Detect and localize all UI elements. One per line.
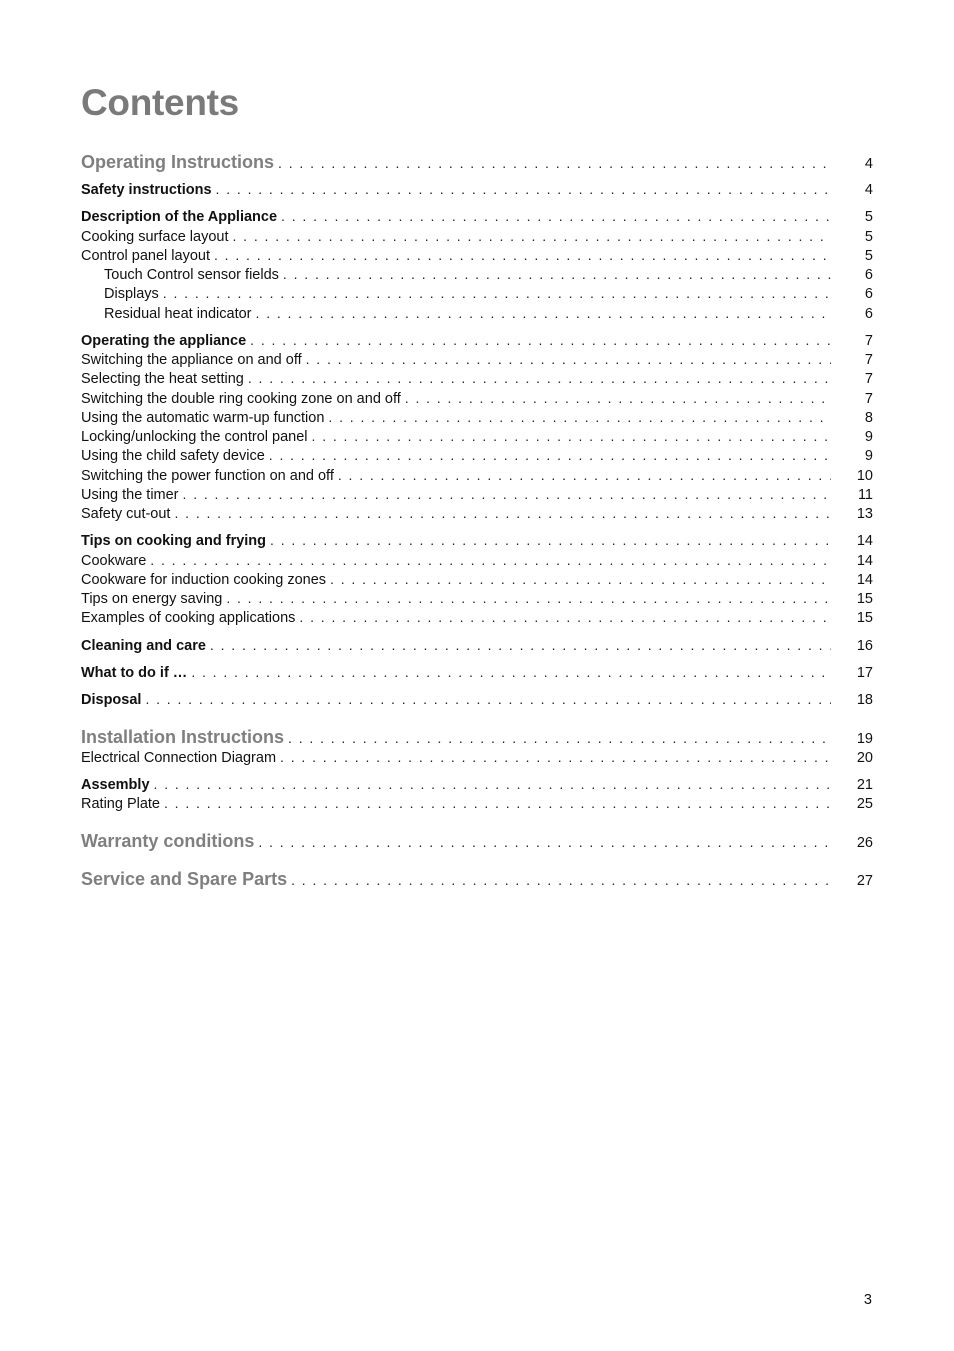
toc-entry [81,407,873,427]
toc-entry-page: 5 [864,229,873,245]
toc-entry [81,368,873,388]
toc-entry-page: 14 [856,553,873,569]
toc-entry-page: 6 [864,267,873,283]
toc-dot-leader [174,503,831,523]
toc-entry [81,303,873,323]
toc-entry [81,662,873,682]
toc-entry [81,530,873,550]
toc-dot-leader [256,303,831,323]
toc-entry [81,264,873,284]
toc-entry-title: Safety cut-out [81,506,171,522]
toc-entry-title: Tips on energy saving [81,591,223,607]
toc-entry-title: Residual heat indicator [104,306,252,322]
toc-dot-leader [281,206,831,226]
toc-entry-title: Safety instructions [81,182,212,198]
toc-entry-title: Using the automatic warm-up function [81,410,325,426]
toc-entry-title: Cookware [81,553,147,569]
toc-entry-title: Electrical Connection Diagram [81,750,277,766]
toc-dot-leader [330,569,831,589]
toc-entry-page: 7 [864,391,873,407]
toc-entry-title: Assembly [81,777,150,793]
toc-entry-title: Cookware for induction cooking zones [81,572,327,588]
toc-dot-leader [258,830,831,854]
toc-dot-leader [216,179,831,199]
toc-entry-page: 4 [864,156,873,172]
page-number: 3 [863,1292,872,1308]
toc-dot-leader [183,484,831,504]
toc-entry-page: 14 [856,572,873,588]
toc-entry-page: 7 [864,333,873,349]
toc-entry-title: Displays [104,286,159,302]
toc-entry [81,793,873,813]
toc-entry-title: Switching the appliance on and off [81,352,302,368]
toc-entry-page: 5 [864,248,873,264]
toc-entry-page: 9 [864,429,873,445]
toc-entry-title: Using the child safety device [81,448,265,464]
toc-entry-page: 26 [856,835,873,851]
toc-dot-leader [210,635,831,655]
toc-entry [81,484,873,504]
toc-entry [81,569,873,589]
toc-dot-leader [405,388,831,408]
toc-entry [81,388,873,408]
toc-entry-page: 10 [856,468,873,484]
toc-dot-leader [233,226,832,246]
toc-entry [81,226,873,246]
toc-dot-leader [164,793,831,813]
toc-entry-title: Using the timer [81,487,179,503]
toc-entry [81,503,873,523]
toc-dot-leader [283,264,831,284]
toc-entry [81,747,873,767]
toc-entry-page: 4 [864,182,873,198]
toc-entry-title: Cooking surface layout [81,229,229,245]
toc-entry-title: Description of the Appliance [81,209,278,225]
toc-dot-leader [312,426,831,446]
toc-entry [81,283,873,303]
toc-entry-page: 14 [856,533,873,549]
toc-entry [81,550,873,570]
toc-entry-title: Cleaning and care [81,638,206,654]
toc-dot-leader [163,283,831,303]
toc-entry-title: Installation Instructions [81,727,285,747]
toc-entry-page: 8 [864,410,873,426]
toc-entry-title: Rating Plate [81,796,160,812]
toc-dot-leader [338,465,831,485]
toc-entry [81,349,873,369]
toc-dot-leader [226,588,831,608]
toc-dot-leader [191,662,831,682]
toc-entry [81,635,873,655]
toc-entry-page: 18 [856,692,873,708]
toc-dot-leader [328,407,831,427]
toc-entry [81,725,873,749]
toc-entry-page: 13 [856,506,873,522]
toc-entry [81,206,873,226]
toc-dot-leader [280,747,831,767]
toc-dot-leader [154,774,831,794]
toc-dot-leader [306,349,831,369]
toc-entry-page: 25 [856,796,873,812]
toc-entry-page: 27 [856,873,873,889]
toc-dot-leader [270,530,831,550]
toc-entry [81,245,873,265]
toc-dot-leader [269,445,831,465]
toc-entry-page: 20 [856,750,873,766]
toc-entry [81,330,873,350]
toc-entry-title: Locking/unlocking the control panel [81,429,308,445]
toc-entry-title: Service and Spare Parts [81,869,288,889]
toc-entry-page: 15 [856,610,873,626]
toc-entry-page: 19 [856,731,873,747]
toc-entry-page: 5 [864,209,873,225]
page-title: Contents [81,82,239,123]
toc-entry-title: Examples of cooking applications [81,610,296,626]
toc-entry [81,465,873,485]
toc-entry-title: Warranty conditions [81,831,255,851]
toc-entry [81,179,873,199]
toc-entry [81,426,873,446]
toc-entry-page: 11 [857,487,873,503]
toc-entry-title: Touch Control sensor fields [104,267,279,283]
toc-entry-title: Operating the appliance [81,333,247,349]
toc-entry-title: Selecting the heat setting [81,371,244,387]
toc-entry [81,867,873,891]
toc-entry-page: 6 [864,286,873,302]
toc-entry-title: Control panel layout [81,248,210,264]
toc-entry-title: Tips on cooking and frying [81,533,267,549]
toc-entry [81,774,873,794]
toc-entry [81,829,873,853]
toc-dot-leader [291,868,831,892]
toc-entry-page: 6 [864,306,873,322]
toc-entry-title: What to do if … [81,665,188,681]
toc-entry-title: Switching the power function on and off [81,468,334,484]
toc-entry-page: 7 [864,371,873,387]
toc-entry [81,607,873,627]
toc-dot-leader [150,550,831,570]
toc-entry-page: 16 [856,638,873,654]
toc-dot-leader [299,607,831,627]
toc-entry-page: 17 [856,665,873,681]
toc-entry-page: 15 [856,591,873,607]
toc-entry-page: 21 [856,777,873,793]
toc-entry-title: Switching the double ring cooking zone on and off [81,391,401,407]
toc-dot-leader [278,151,831,175]
toc-entry [81,445,873,465]
toc-entry [81,689,873,709]
toc-entry-page: 7 [864,352,873,368]
toc-entry-title: Disposal [81,692,142,708]
toc-dot-leader [250,330,831,350]
toc-entry [81,588,873,608]
toc-dot-leader [214,245,831,265]
toc-entry-title: Operating Instructions [81,152,275,172]
toc-dot-leader [145,689,831,709]
toc-dot-leader [248,368,831,388]
toc-entry-page: 9 [864,448,873,464]
toc-entry [81,150,873,174]
